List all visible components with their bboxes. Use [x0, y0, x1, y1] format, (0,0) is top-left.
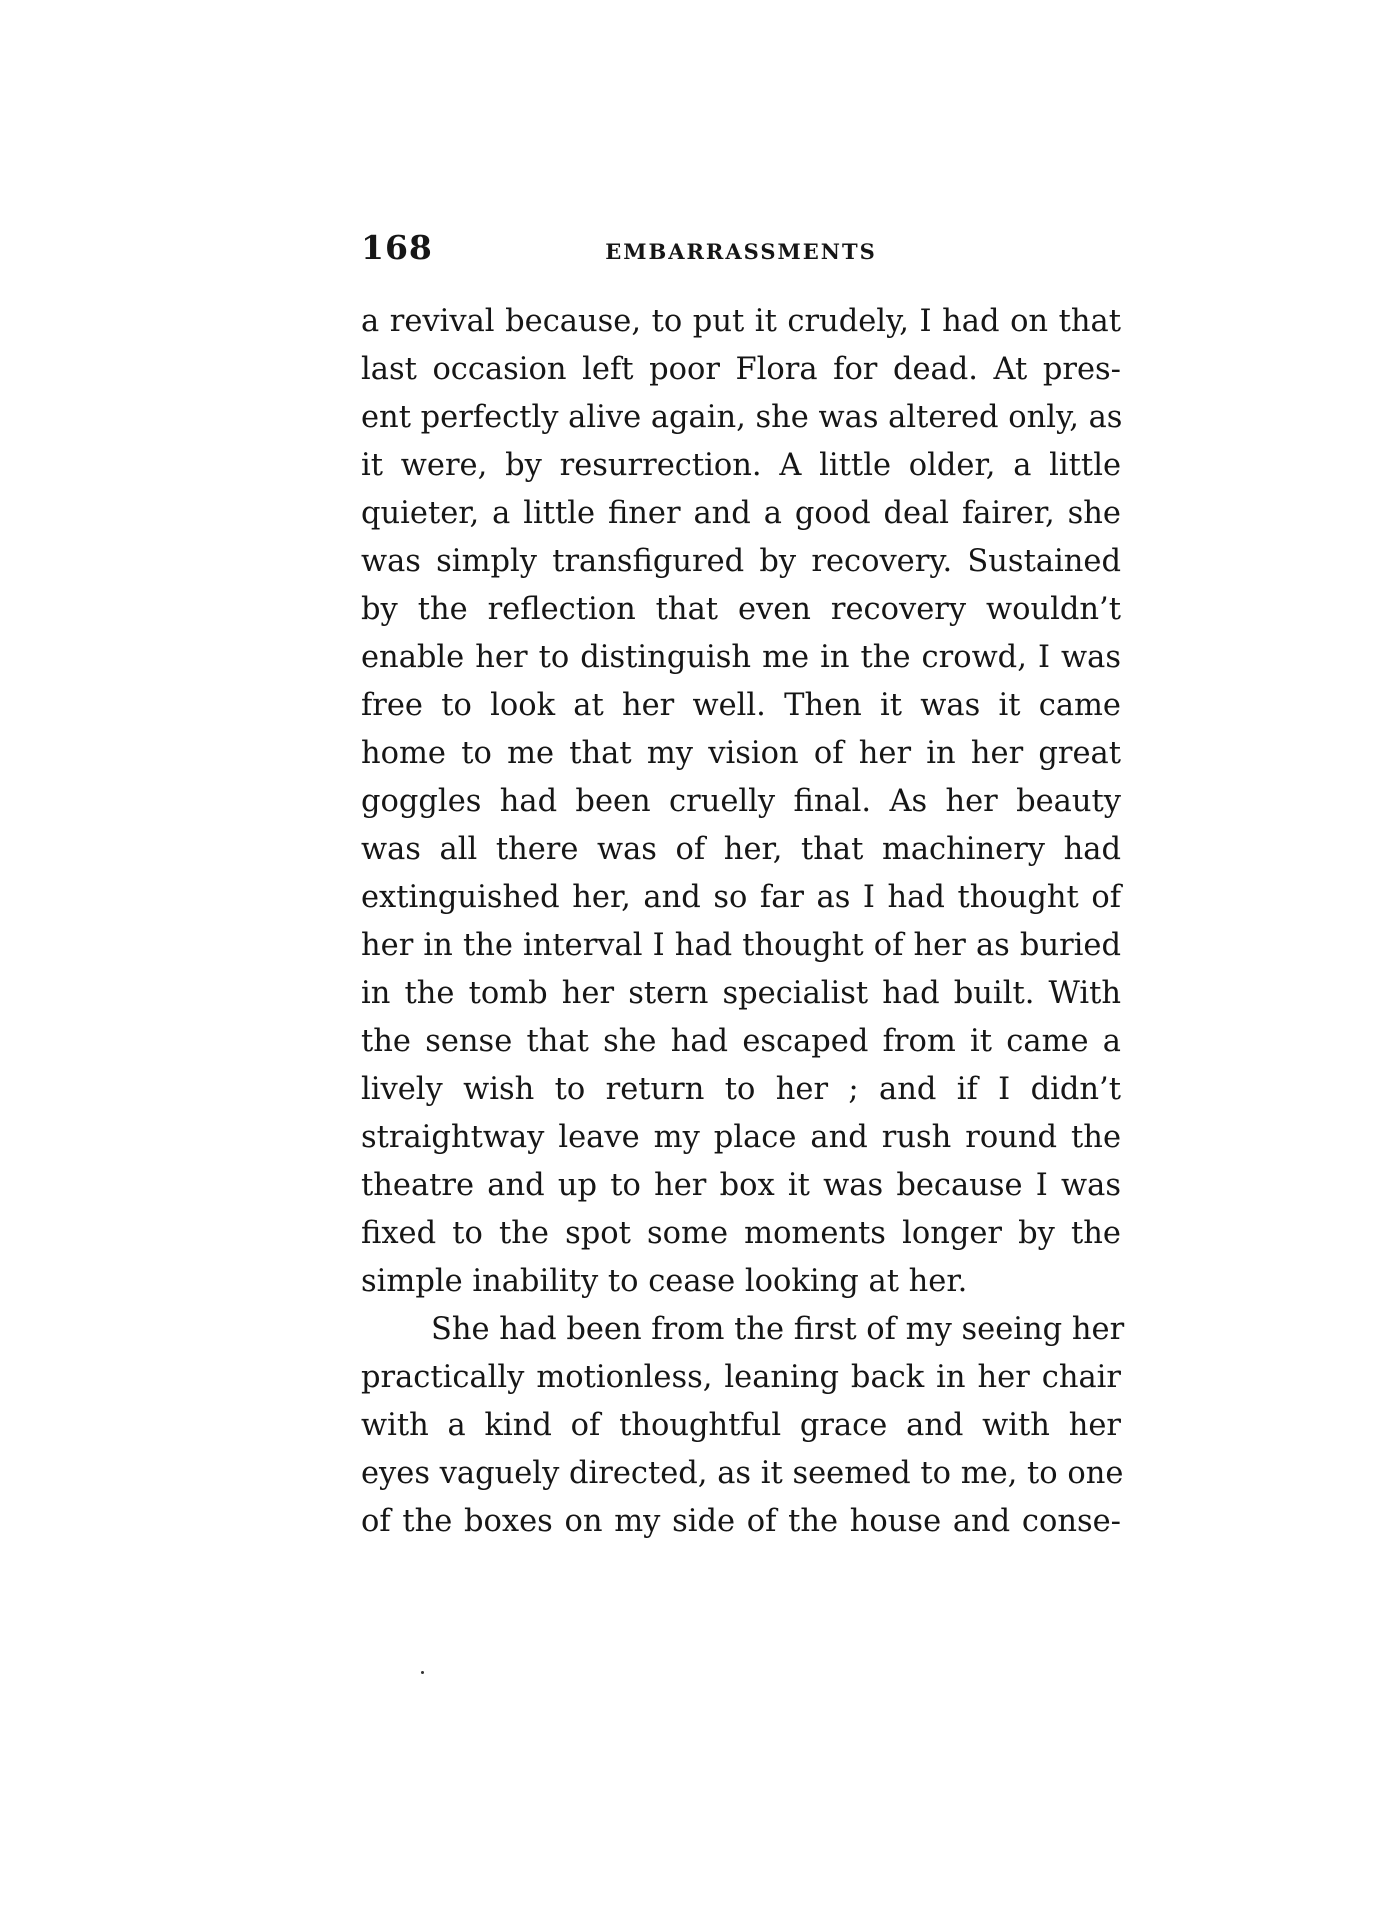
- page-number: 168: [361, 228, 433, 267]
- text-line: in the tomb her stern specialist had built. With: [361, 976, 1121, 1011]
- text-line: simple inability to cease looking at her.: [361, 1264, 968, 1299]
- text-line: of the boxes on my side of the house and conse-: [361, 1504, 1121, 1539]
- body-text: [361, 298, 1125, 1546]
- page-header: [361, 228, 1121, 268]
- text-line: last occasion left poor Flora for dead. At pres-: [361, 352, 1121, 387]
- text-line: fixed to the spot some moments longer by the: [361, 1216, 1121, 1251]
- text-line: ent perfectly alive again, she was altered only, as: [361, 400, 1123, 435]
- text-line: was all there was of her, that machinery had: [361, 832, 1121, 867]
- text-line: eyes vaguely directed, as it seemed to me, to one: [361, 1456, 1124, 1491]
- text-line: practically motionless, leaning back in her chair: [361, 1360, 1121, 1395]
- paragraph-2: [361, 1306, 1125, 1546]
- text-line: the sense that she had escaped from it came a: [361, 1024, 1121, 1059]
- text-line: with a kind of thoughtful grace and with her: [361, 1408, 1121, 1443]
- text-line: theatre and up to her box it was because I was: [361, 1168, 1121, 1203]
- text-line: her in the interval I had thought of her as buried: [361, 928, 1121, 963]
- text-line: goggles had been cruelly final. As her beauty: [361, 784, 1121, 819]
- text-line: it were, by resurrection. A little older, a little: [361, 448, 1121, 483]
- text-line: a revival because, to put it crudely, I had on that: [361, 304, 1121, 339]
- text-line: home to me that my vision of her in her great: [361, 736, 1121, 771]
- ink-speck: [421, 1671, 424, 1674]
- paragraph-1: [361, 298, 1121, 1306]
- running-head: EMBARRASSMENTS: [605, 239, 877, 264]
- text-line: enable her to distinguish me in the crowd, I was: [361, 640, 1121, 675]
- text-line: lively wish to return to her ; and if I didn’t: [361, 1072, 1121, 1107]
- text-line: free to look at her well. Then it was it came: [361, 688, 1121, 723]
- text-line: She had been from the first of my seeing her: [431, 1312, 1125, 1347]
- text-line: straightway leave my place and rush round the: [361, 1120, 1121, 1155]
- text-line: was simply transfigured by recovery. Sustained: [361, 544, 1121, 579]
- text-line: by the reflection that even recovery wouldn’t: [361, 592, 1121, 627]
- text-line: quieter, a little finer and a good deal fairer, she: [361, 496, 1121, 531]
- text-line: extinguished her, and so far as I had thought of: [361, 880, 1121, 915]
